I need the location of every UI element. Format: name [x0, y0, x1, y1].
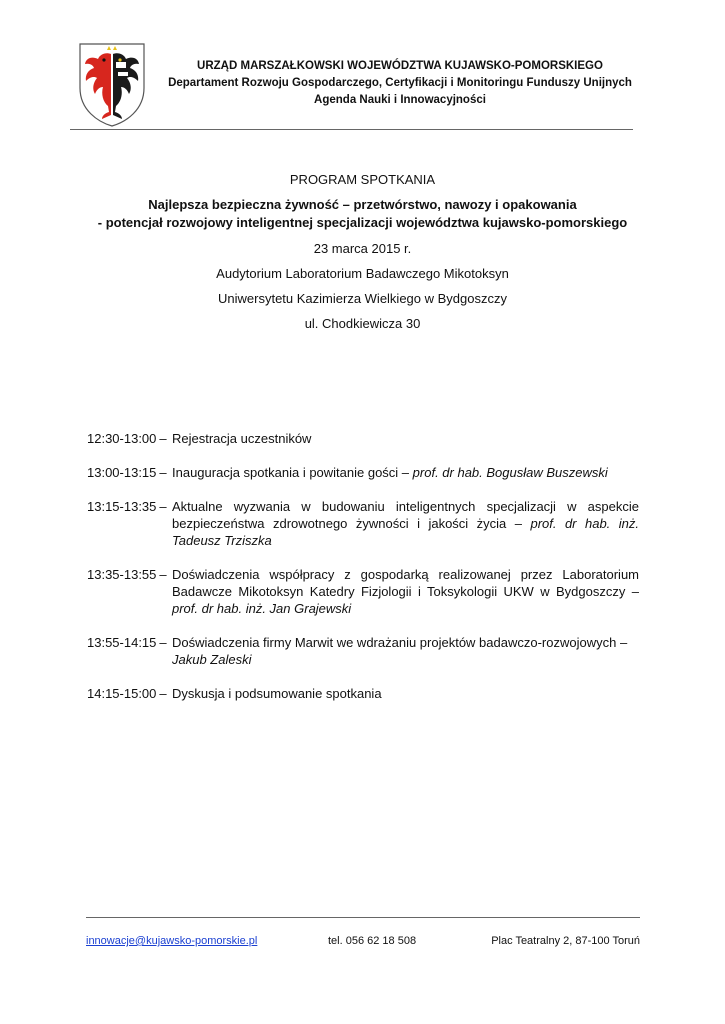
- coat-of-arms-icon: [78, 42, 146, 127]
- program-title: PROGRAM SPOTKANIA: [289, 172, 436, 187]
- meeting-subject: [0, 196, 725, 232]
- agenda-speaker: prof. dr hab. inż. Tadeusz Trziszka: [172, 516, 639, 548]
- agenda-list: [87, 430, 639, 719]
- contact-address: Plac Teatralny 2, 87-100 Toruń: [491, 935, 640, 947]
- agenda-time: 13:35-13:55 –: [87, 567, 167, 582]
- contact-email-link[interactable]: innowacje@kujawsko-pomorskie.pl: [86, 935, 258, 947]
- agenda-item: [87, 498, 639, 549]
- agenda-description: Aktualne wyzwania w budowaniu inteligentnych specjalizacji w aspekcie bezpieczeństwa zdrowotnego żywności i jakości życia – prof. dr hab. inż. Tadeusz Trziszka: [172, 499, 639, 548]
- venue-line-1: Audytorium Laboratorium Badawczego Mikotoksyn: [216, 266, 509, 281]
- venue-line-3: ul. Chodkiewicza 30: [304, 316, 421, 331]
- agenda-time: 12:30-13:00 –: [87, 431, 167, 446]
- agenda-item: [87, 685, 639, 702]
- department-name: Departament Rozwoju Gospodarczego, Certyfikacji i Monitoringu Funduszy Unijnych: [168, 77, 632, 89]
- agenda-unit-name: Agenda Nauki i Innowacyjności: [314, 94, 486, 106]
- agenda-description: Inauguracja spotkania i powitanie gości – prof. dr hab. Bogusław Buszewski: [172, 465, 608, 480]
- subject-line-1: Najlepsza bezpieczna żywność – przetwórstwo, nawozy i opakowania: [148, 197, 577, 212]
- agenda-item: [87, 464, 639, 481]
- agenda-item: [87, 634, 639, 668]
- agenda-item: [87, 566, 639, 617]
- agenda-speaker: prof. dr hab. Bogusław Buszewski: [412, 465, 608, 480]
- meeting-date: 23 marca 2015 r.: [313, 241, 412, 256]
- agenda-description: Dyskusja i podsumowanie spotkania: [172, 686, 382, 701]
- agenda-time: 14:15-15:00 –: [87, 686, 167, 701]
- subject-line-2: - potencjał rozwojowy inteligentnej specjalizacji województwa kujawsko-pomorskiego: [97, 215, 628, 230]
- office-name: URZĄD MARSZAŁKOWSKI WOJEWÓDZTWA KUJAWSKO-POMORSKIEGO: [197, 60, 603, 72]
- agenda-description: Doświadczenia firmy Marwit we wdrażaniu projektów badawczo-rozwojowych – Jakub Zaleski: [172, 635, 628, 667]
- agenda-item: [87, 430, 639, 447]
- agenda-description: Doświadczenia współpracy z gospodarką realizowanej przez Laboratorium Badawcze Mikotoksyn Katedry Fizjologii i Toksykologii UKW w Bydgoszczy – prof. dr hab. inż. Jan Grajewski: [172, 567, 639, 616]
- header-divider: [70, 129, 633, 130]
- letterhead: [150, 58, 650, 109]
- contact-phone: tel. 056 62 18 508: [328, 935, 417, 947]
- venue-line-2: Uniwersytetu Kazimierza Wielkiego w Bydgoszczy: [218, 291, 507, 306]
- agenda-speaker: Jakub Zaleski: [172, 652, 252, 667]
- agenda-time: 13:15-13:35 –: [87, 499, 167, 514]
- footer-divider: [86, 917, 640, 918]
- agenda-description: Rejestracja uczestników: [172, 431, 312, 446]
- agenda-speaker: prof. dr hab. inż. Jan Grajewski: [172, 601, 352, 616]
- agenda-time: 13:00-13:15 –: [87, 465, 167, 480]
- agenda-time: 13:55-14:15 –: [87, 635, 167, 650]
